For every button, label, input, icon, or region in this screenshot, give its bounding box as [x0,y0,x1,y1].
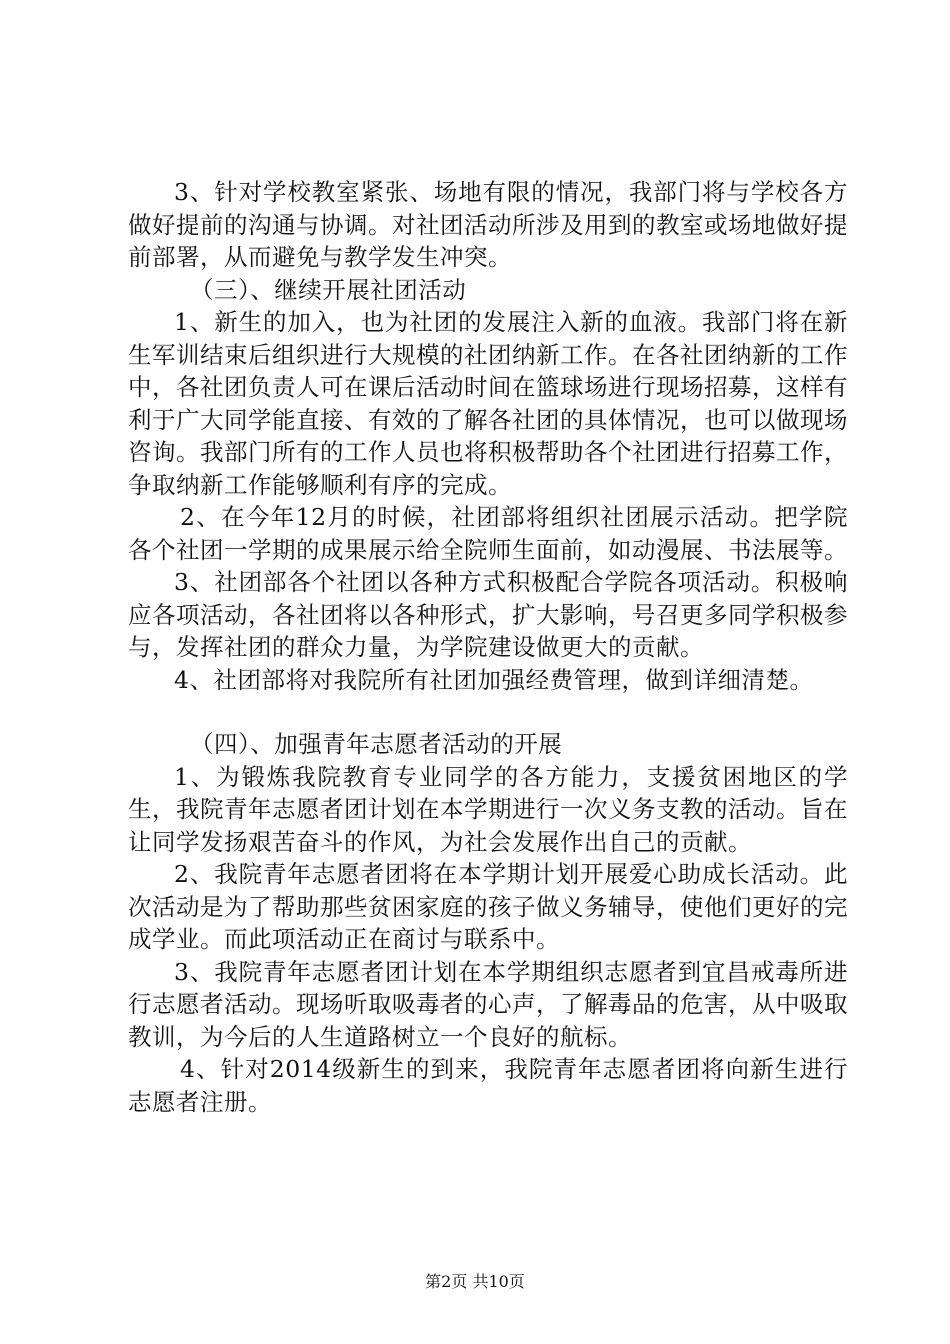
page-footer: 第2页 共10页 [425,1272,525,1291]
document-body [128,176,848,1118]
section-heading-4: （四）、加强青年志愿者活动的开展 [190,730,563,758]
paragraph-volunteer-tutoring: 2、我院青年志愿者团将在本学期计划开展爱心助成长活动。此次活动是为了帮助那些贫困家庭的孩子做义务辅导，使他们更好的完成学业。而此项活动正在商讨与联系中。 [128,860,848,953]
section-gap [128,696,848,728]
paragraph-club-funding: 4、社团部将对我院所有社团加强经费管理，做到详细清楚。 [174,665,814,694]
paragraph-volunteer-rehab: 3、我院青年志愿者团计划在本学期组织志愿者到宜昌戒毒所进行志愿者活动。现场听取吸毒者的心声，了解毒品的危害，从中吸取教训，为今后的人生道路树立一个良好的航标。 [128,957,848,1051]
paragraph-club-exhibition: 2、在今年12月的时候，社团部将组织社团展示活动。把学院各个社团一学期的成果展示给全院师生面前，如动漫展、书法展等。 [128,503,848,564]
paragraph-volunteer-registration: 4、针对2014级新生的到来，我院青年志愿者团将向新生进行志愿者注册。 [128,1055,848,1116]
paragraph-volunteer-teaching: 1、为锻炼我院教育专业同学的各方能力，支援贫困地区的学生，我院青年志愿者团计划在本学期进行一次义务支教的活动。旨在让同学发扬艰苦奋斗的作风，为社会发展作出自己的贡献。 [128,762,848,856]
section-heading-3: （三）、继续开展社团活动 [190,275,467,304]
paragraph-venue-coordination: 3、针对学校教室紧张、场地有限的情况，我部门将与学校各方做好提前的沟通与协调。对社团活动所涉及用到的教室或场地做好提前部署，从而避免与教学发生冲突。 [128,178,848,271]
paragraph-club-cooperation: 3、社团部各个社团以各种方式积极配合学院各项活动。积极响应各项活动，各社团将以各种形式，扩大影响，号召更多同学积极参与，发挥社团的群众力量，为学院建设做更大的贡献。 [128,568,848,661]
paragraph-club-recruitment: 1、新生的加入，也为社团的发展注入新的血液。我部门将在新生军训结束后组织进行大规模的社团纳新工作。在各社团纳新的工作中，各社团负责人可在课后活动时间在篮球场进行现场招募，这样有利于广大同学能直接、有效的了解各社团的具体情况，也可以做现场咨询。我部门所有的工作人员也将积极帮助各个社团进行招募工作，争取纳新工作能够顺利有序的完成。 [128,308,848,499]
